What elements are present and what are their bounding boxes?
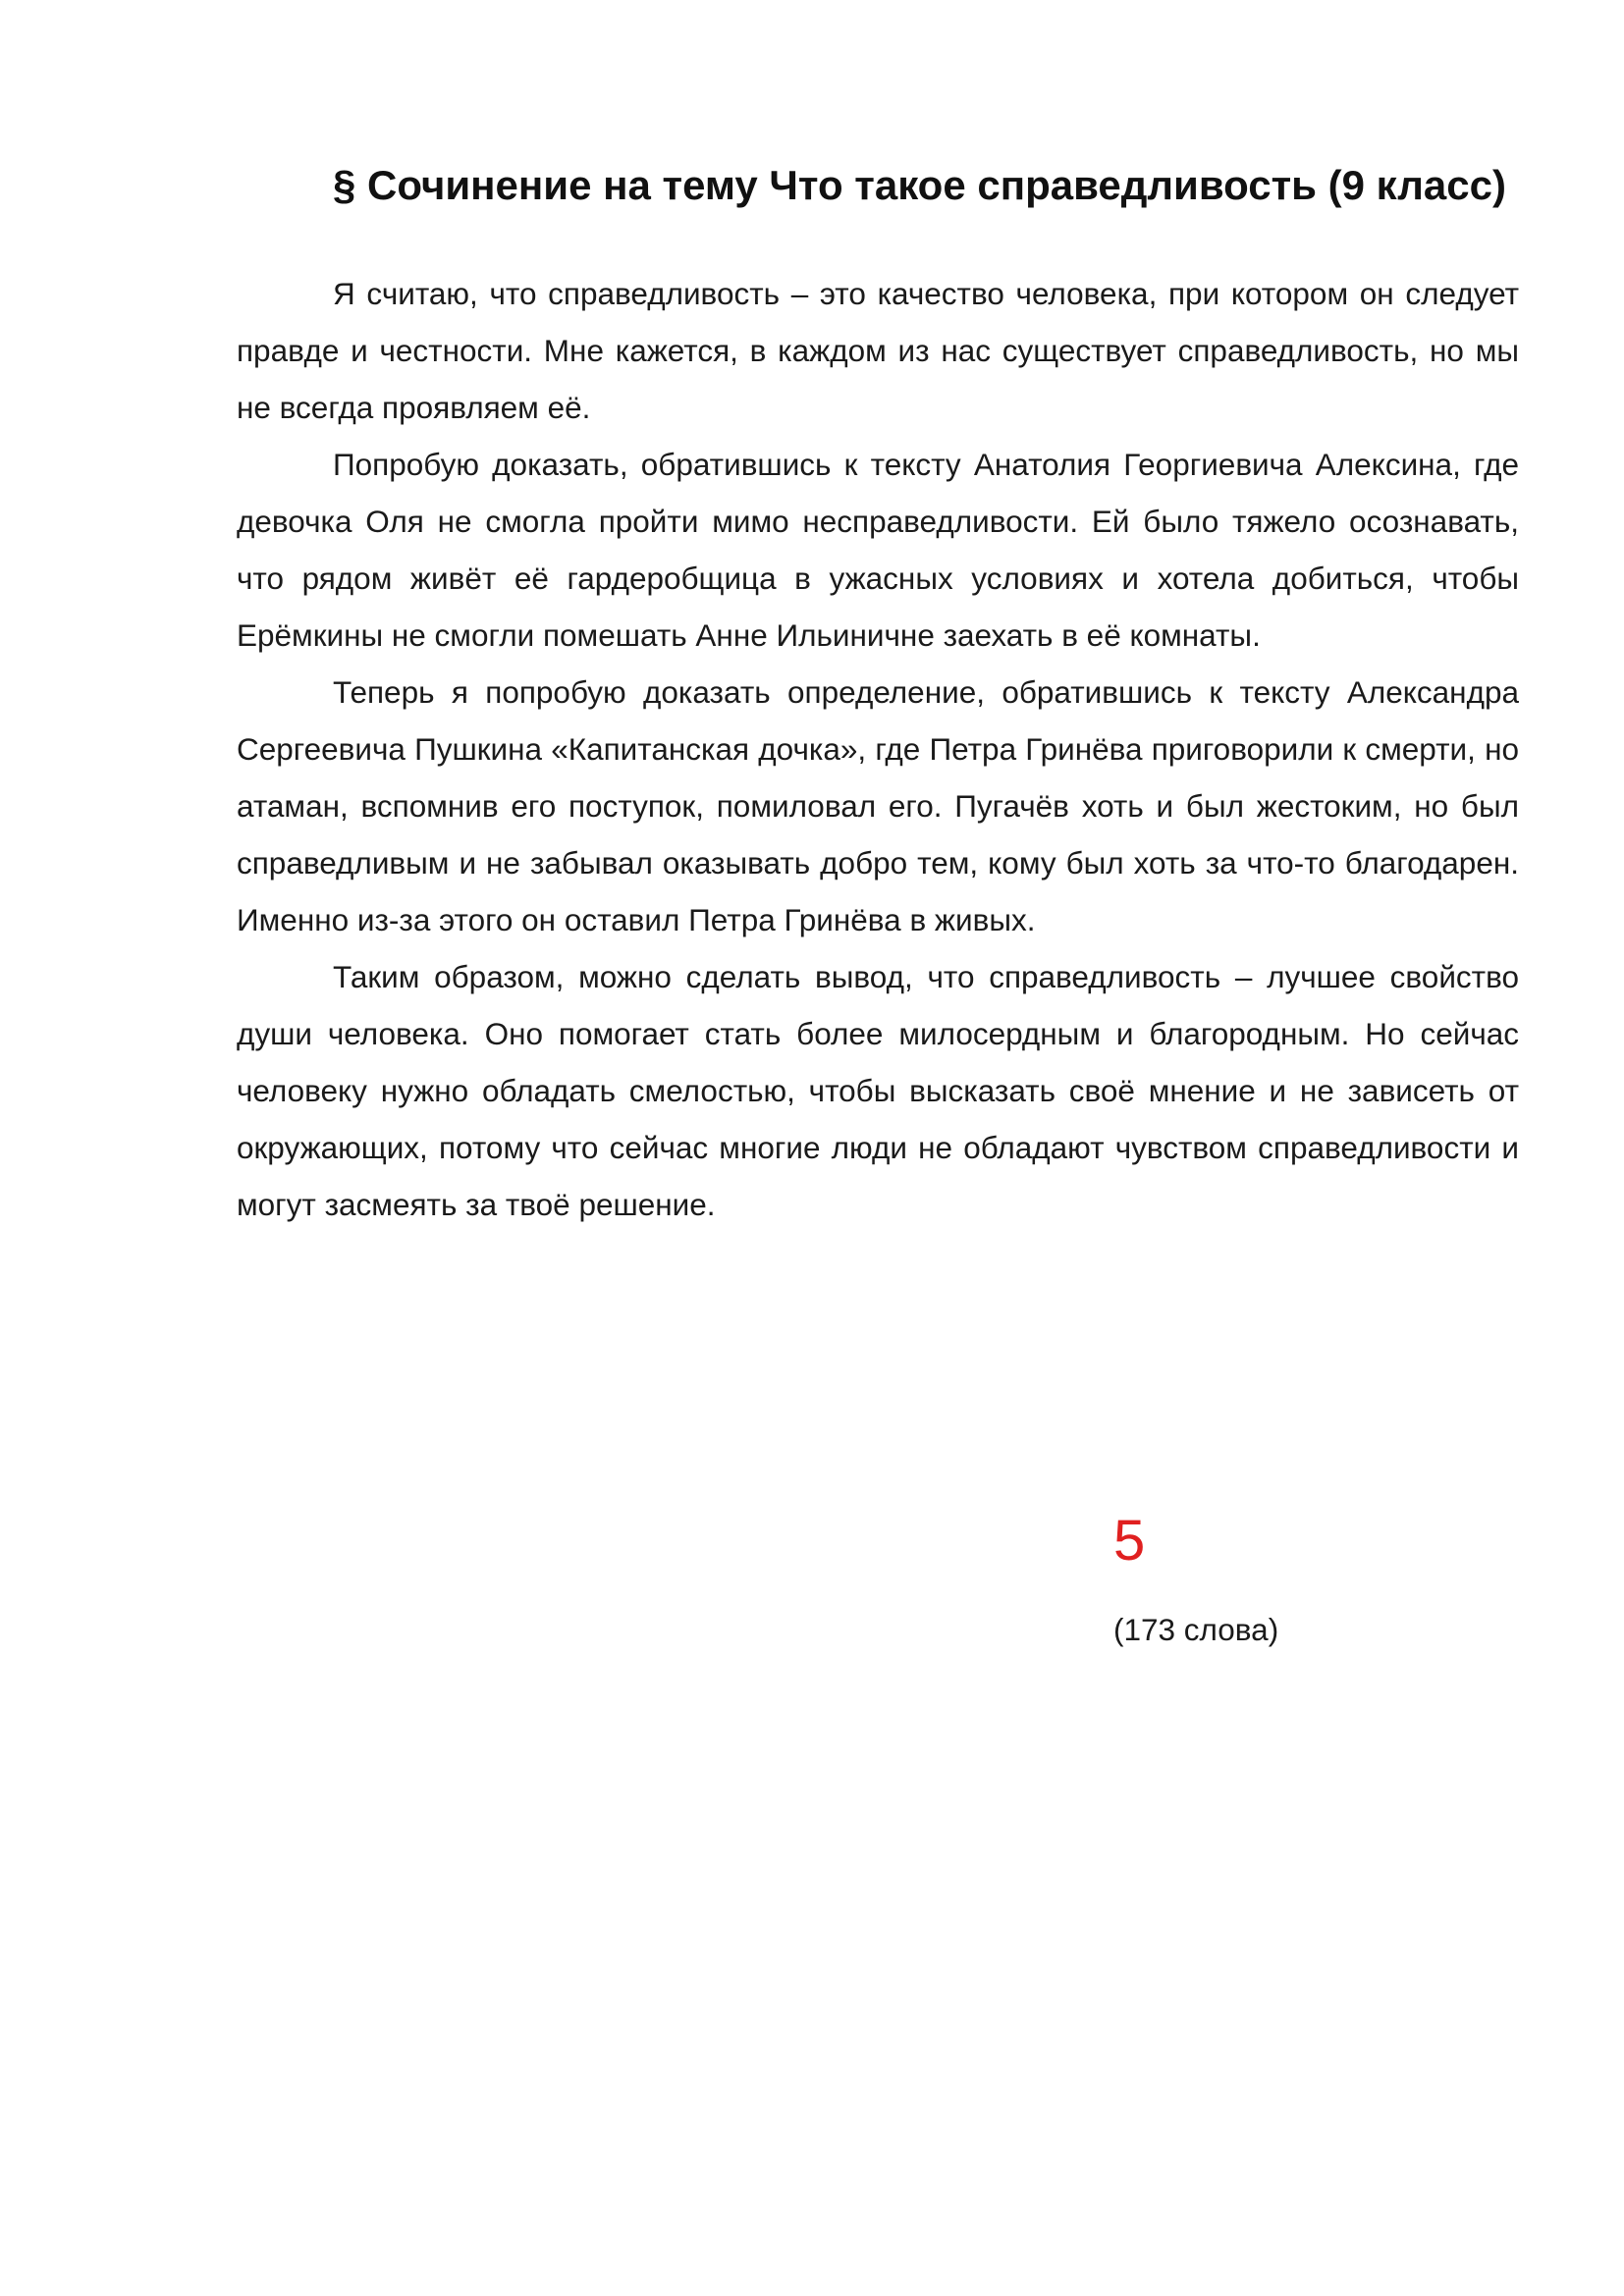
essay-paragraph-3: Теперь я попробую доказать определение, обратившись к тексту Александра Сергеевича Пушкина «Капитанская дочка», где Петра Гринёва приговорили к смерти, но атаман, вспомнив его поступок, помиловал его. Пугачёв хоть и был жестоким, но был справедливым и не забывал оказывать добро тем, кому был хоть за что-то благодарен. Именно из-за этого он оставил Петра Гринёва в живых.	[237, 674, 1519, 937]
essay-body	[237, 265, 1519, 1233]
essay-content	[237, 147, 1519, 1233]
grade-mark: 5	[1113, 1509, 1146, 1573]
essay-paragraph-1: Я считаю, что справедливость – это качество человека, при котором он следует правде и честности. Мне кажется, в каждом из нас существует справедливость, но мы не всегда проявляем её.	[237, 276, 1519, 425]
essay-paragraph-4: Таким образом, можно сделать вывод, что справедливость – лучшее свойство души человека. Оно помогает стать более милосердным и благородным. Но сейчас человеку нужно обладать смелостью, чтобы высказать своё мнение и не зависеть от окружающих, потому что сейчас многие люди не обладают чувством справедливости и могут засмеять за твоё решение.	[237, 959, 1519, 1222]
word-count: (173 слова)	[1113, 1612, 1279, 1647]
essay-title: § Сочинение на тему Что такое справедливость (9 класс)	[333, 162, 1506, 208]
essay-paragraph-2: Попробую доказать, обратившись к тексту Анатолия Георгиевича Алексина, где девочка Оля не смогла пройти мимо несправедливости. Ей было тяжело осознавать, что рядом живёт её гардеробщица в ужасных условиях и хотела добиться, чтобы Ерёмкины не смогли помешать Анне Ильиничне заехать в её комнаты.	[237, 447, 1519, 653]
